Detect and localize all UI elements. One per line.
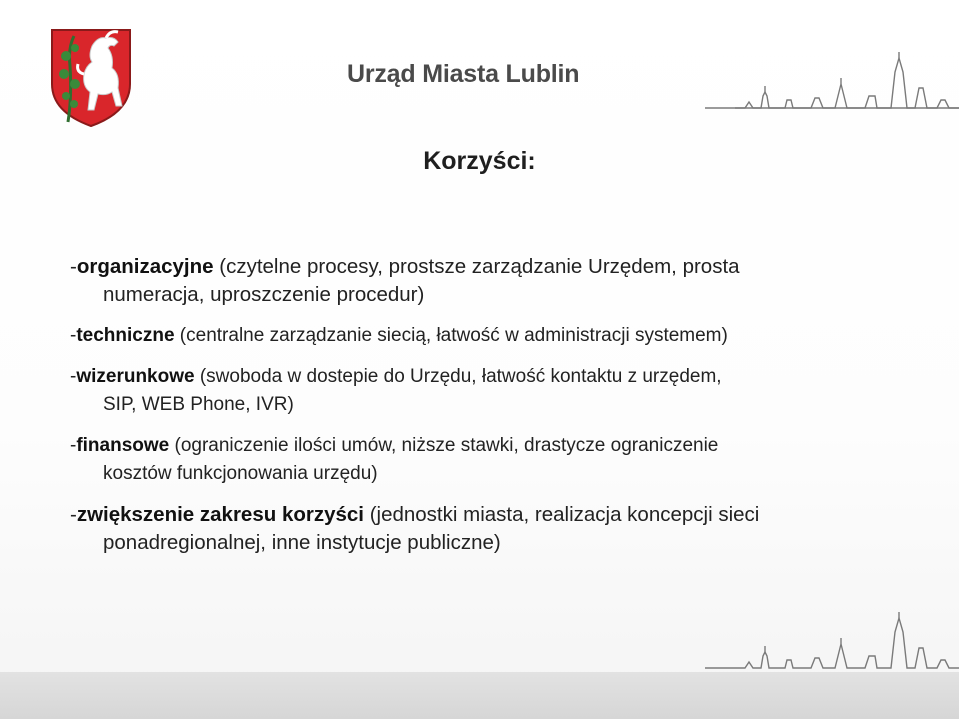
list-item-text: (centralne zarządzanie siecią, łatwość w administracji systemem) [174,325,728,346]
list-item-text: (jednostki miasta, realizacja koncepcji sieci [364,503,760,526]
slide-title: Korzyści: [423,147,536,175]
city-skyline-icon [705,52,959,112]
list-dash: - [70,366,77,387]
list-item-keyword: finansowe [76,435,170,456]
list-item-text: (czytelne procesy, prostsze zarządzanie Urzędem, prosta [213,255,740,278]
list-item-text: (swoboda w dostepie do Urzędu, łatwość kontaktu z urzędem, [194,366,722,387]
list-dash: - [70,435,77,456]
list-item-wizerunkowe [70,363,930,419]
list-item-continuation: numeracja, uproszczenie procedur) [103,283,425,306]
list-item-zwiekszenie-zakresu-korzysci [70,501,930,557]
footer-band [0,672,959,719]
city-skyline-icon [705,612,959,672]
list-item-keyword: zwiększenie zakresu korzyści [76,503,364,526]
list-item-techniczne [70,322,930,350]
list-item-continuation: kosztów funkcjonowania urzędu) [103,463,378,484]
list-item-continuation: ponadregionalnej, inne instytucje publiczne) [103,531,501,554]
list-item-keyword: wizerunkowe [76,366,195,387]
list-dash: - [70,503,77,526]
benefits-list [70,253,930,570]
list-dash: - [70,325,77,346]
list-item-keyword: techniczne [76,325,175,346]
list-item-finansowe [70,432,930,488]
organization-name: Urząd Miasta Lublin [347,60,580,88]
list-item-continuation: SIP, WEB Phone, IVR) [103,394,294,415]
lublin-coat-of-arms-icon [48,26,134,130]
list-item-keyword: organizacyjne [76,255,214,278]
list-item-text: (ograniczenie ilości umów, niższe stawki, drastycze ograniczenie [169,435,719,456]
list-dash: - [70,255,77,278]
list-item-organizacyjne [70,253,930,309]
